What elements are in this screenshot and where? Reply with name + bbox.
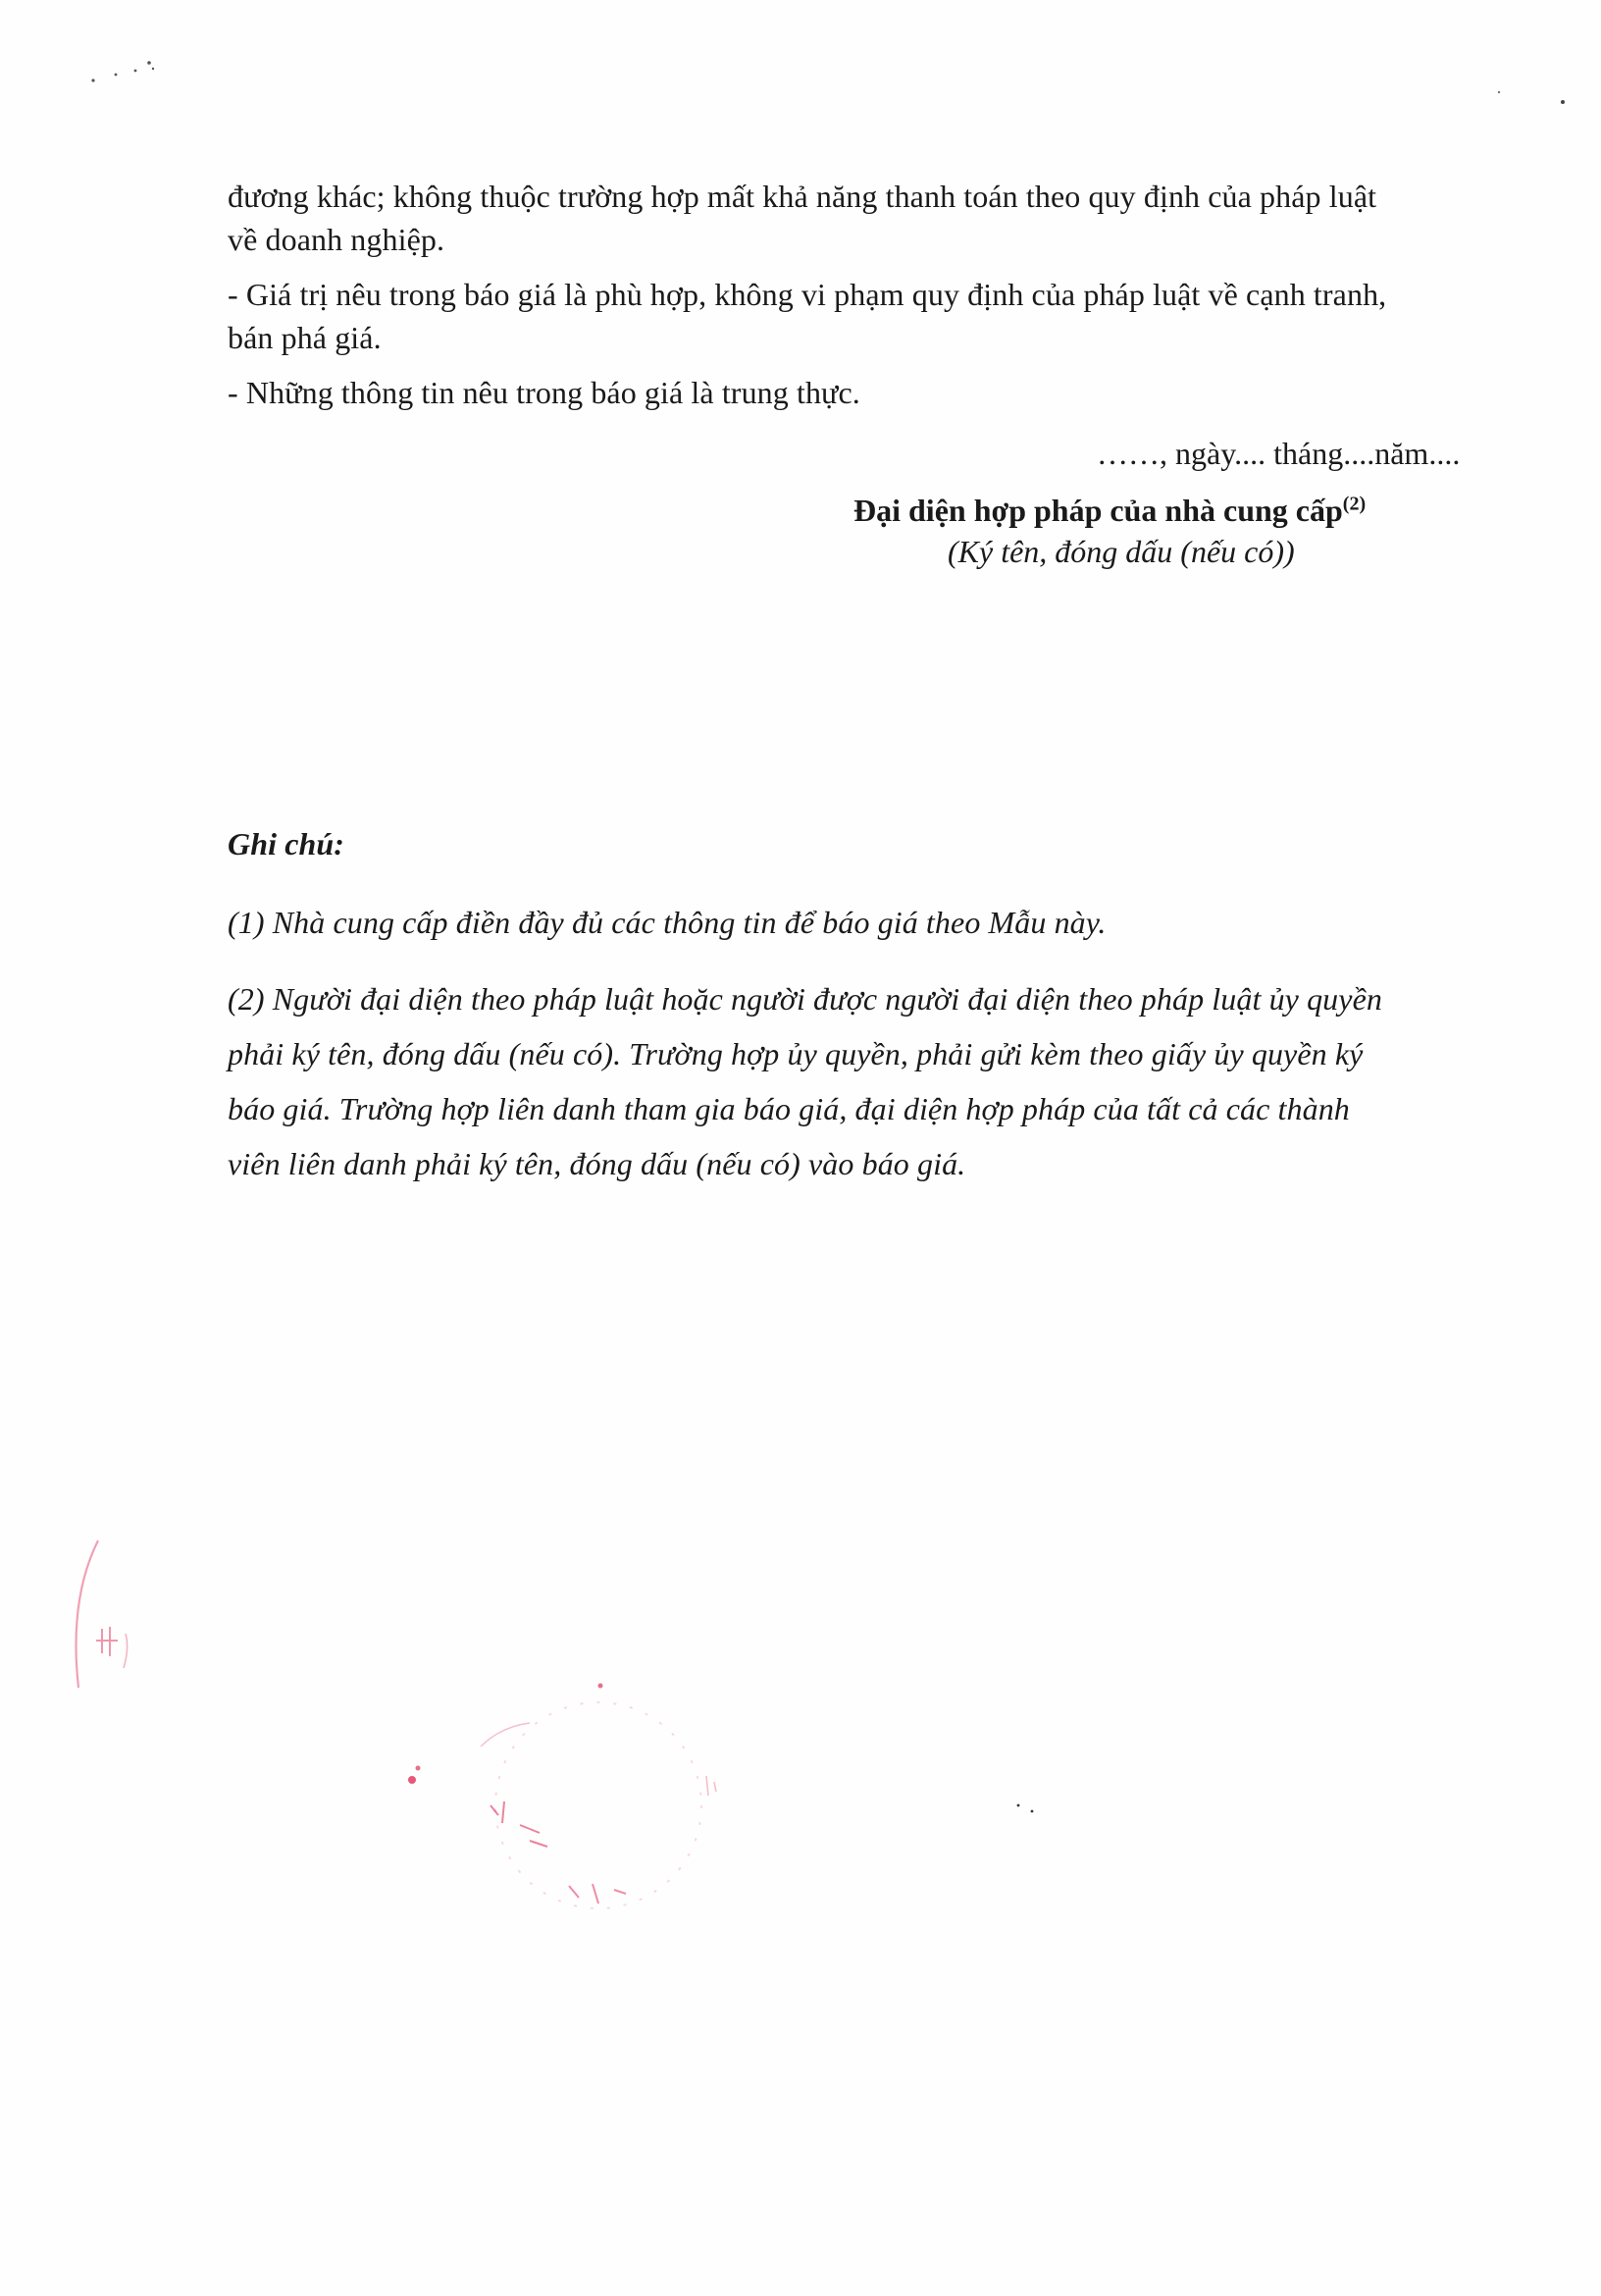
body-line-1: đương khác; không thuộc trường hợp mất khả năng thanh toán theo quy định của pháp luật bbox=[228, 179, 1377, 214]
note-2-line-1: (2) Người đại diện theo pháp luật hoặc người được người đại diện theo pháp luật ủy quyền bbox=[228, 981, 1382, 1017]
signature-title-text: Đại diện hợp pháp của nhà cung cấp bbox=[853, 493, 1343, 528]
body-line-2: về doanh nghiệp. bbox=[228, 222, 445, 257]
date-line: ……, ngày.... tháng....năm.... bbox=[1097, 436, 1461, 471]
signature-subtitle: (Ký tên, đóng dấu (nếu có)) bbox=[948, 534, 1295, 569]
bullet-price-line-2: bán phá giá. bbox=[228, 320, 382, 355]
note-2-line-3: báo giá. Trường hợp liên danh tham gia báo giá, đại diện hợp pháp của tất cả các thành bbox=[228, 1091, 1350, 1126]
notes-heading: Ghi chú: bbox=[228, 826, 345, 861]
stamp-fragment-center bbox=[383, 1658, 775, 1953]
note-2-line-4: viên liên danh phải ký tên, đóng dấu (nếu có) vào báo giá. bbox=[228, 1146, 966, 1181]
signature-footnote-ref: (2) bbox=[1342, 493, 1367, 515]
bullet-truthful: - Những thông tin nêu trong báo giá là trung thực. bbox=[228, 375, 860, 410]
note-1: (1) Nhà cung cấp điền đầy đủ các thông tin để báo giá theo Mẫu này. bbox=[228, 905, 1107, 940]
stamp-fragment-left bbox=[39, 1521, 157, 1747]
bullet-price-line-1: - Giá trị nêu trong báo giá là phù hợp, không vi phạm quy định của pháp luật về cạnh tranh, bbox=[228, 277, 1387, 312]
note-2-line-2: phải ký tên, đóng dấu (nếu có). Trường hợp ủy quyền, phải gửi kèm theo giấy ủy quyền ký bbox=[228, 1036, 1364, 1071]
signature-title bbox=[853, 489, 1366, 532]
